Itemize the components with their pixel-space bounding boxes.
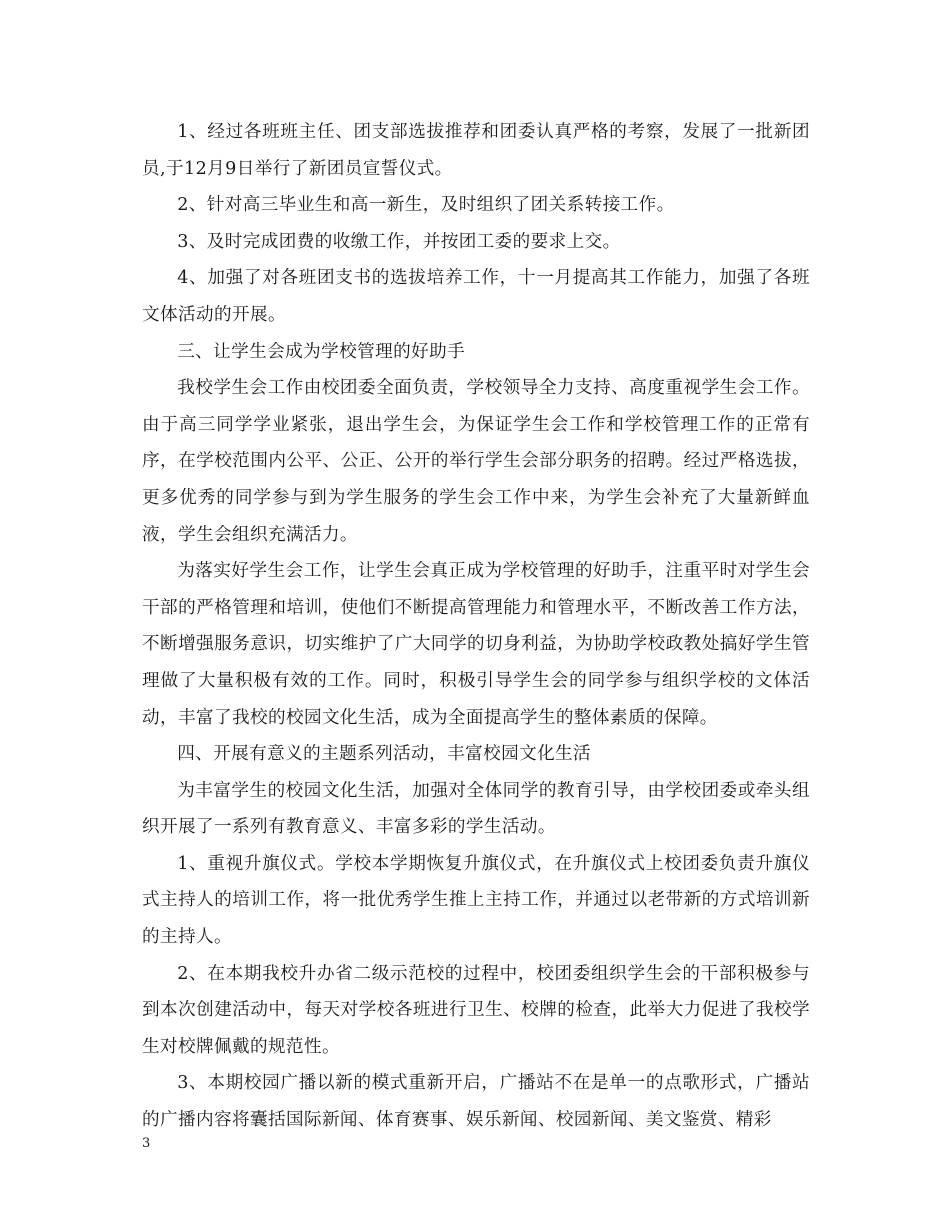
paragraph-flag-ceremony: 1、重视升旗仪式。学校本学期恢复升旗仪式，在升旗仪式上校团委负责升旗仪式主持人的培训工作，将一批优秀学生推上主持工作，并通过以老带新的方式培训新的主持人。: [142, 853, 810, 948]
paragraph-new-members: 1、经过各班班主任、团支部选拔推荐和团委认真严格的考察，发展了一批新团员,于12月9日举行了新团员宣誓仪式。: [142, 122, 810, 179]
section-heading-student-union: 三、让学生会成为学校管理的好助手: [177, 341, 466, 362]
section-heading-theme-activities: 四、开展有意义的主题系列活动，丰富校园文化生活: [177, 744, 592, 765]
paragraph-transfer-work: 2、针对高三毕业生和高一新生，及时组织了团关系转接工作。: [177, 195, 675, 216]
document-body: [142, 114, 810, 1139]
paragraph-branch-secretaries: 4、加强了对各班团支书的选拔培养工作，十一月提高其工作能力，加强了各班文体活动的开展。: [142, 268, 810, 325]
paragraph-model-school: 2、在本期我校升办省二级示范校的过程中，校团委组织学生会的干部积极参与到本次创建活动中，每天对学校各班进行卫生、校牌的检查，此举大力促进了我校学生对校牌佩戴的规范性。: [142, 963, 810, 1057]
page-number: 3: [142, 1136, 151, 1151]
paragraph-campus-broadcast: 3、本期校园广播以新的模式重新开启，广播站不在是单一的点歌形式，广播站的广播内容将囊括国际新闻、体育赛事、娱乐新闻、校园新闻、美文鉴赏、精彩: [142, 1073, 810, 1131]
paragraph-student-union-management: 为落实好学生会工作，让学生会真正成为学校管理的好助手，注重平时对学生会干部的严格管理和培训，使他们不断提高管理能力和管理水平，不断改善工作方法，不断增强服务意识，切实维护了广大同学的切身利益，为协助学校政教处搞好学生管理做了大量积极有效的工作。同时，积极引导学生会的同学参与组织学校的文体活动，丰富了我校的校园文化生活，成为全面提高学生的整体素质的保障。: [142, 561, 810, 728]
paragraph-activities-intro: 为丰富学生的校园文化生活，加强对全体同学的教育引导，由学校团委或牵头组织开展了一系列有教育意义、丰富多彩的学生活动。: [142, 780, 810, 838]
paragraph-membership-fees: 3、及时完成团费的收缴工作，并按团工委的要求上交。: [177, 231, 621, 252]
paragraph-student-union-work: 我校学生会工作由校团委全面负责，学校领导全力支持、高度重视学生会工作。由于高三同学学业紧张，退出学生会，为保证学生会工作和学校管理工作的正常有序，在学校范围内公平、公正、公开的举行学生会部分职务的招聘。经过严格选拔，更多优秀的同学参与到为学生服务的学生会工作中来，为学生会补充了大量新鲜血液，学生会组织充满活力。: [142, 378, 810, 545]
